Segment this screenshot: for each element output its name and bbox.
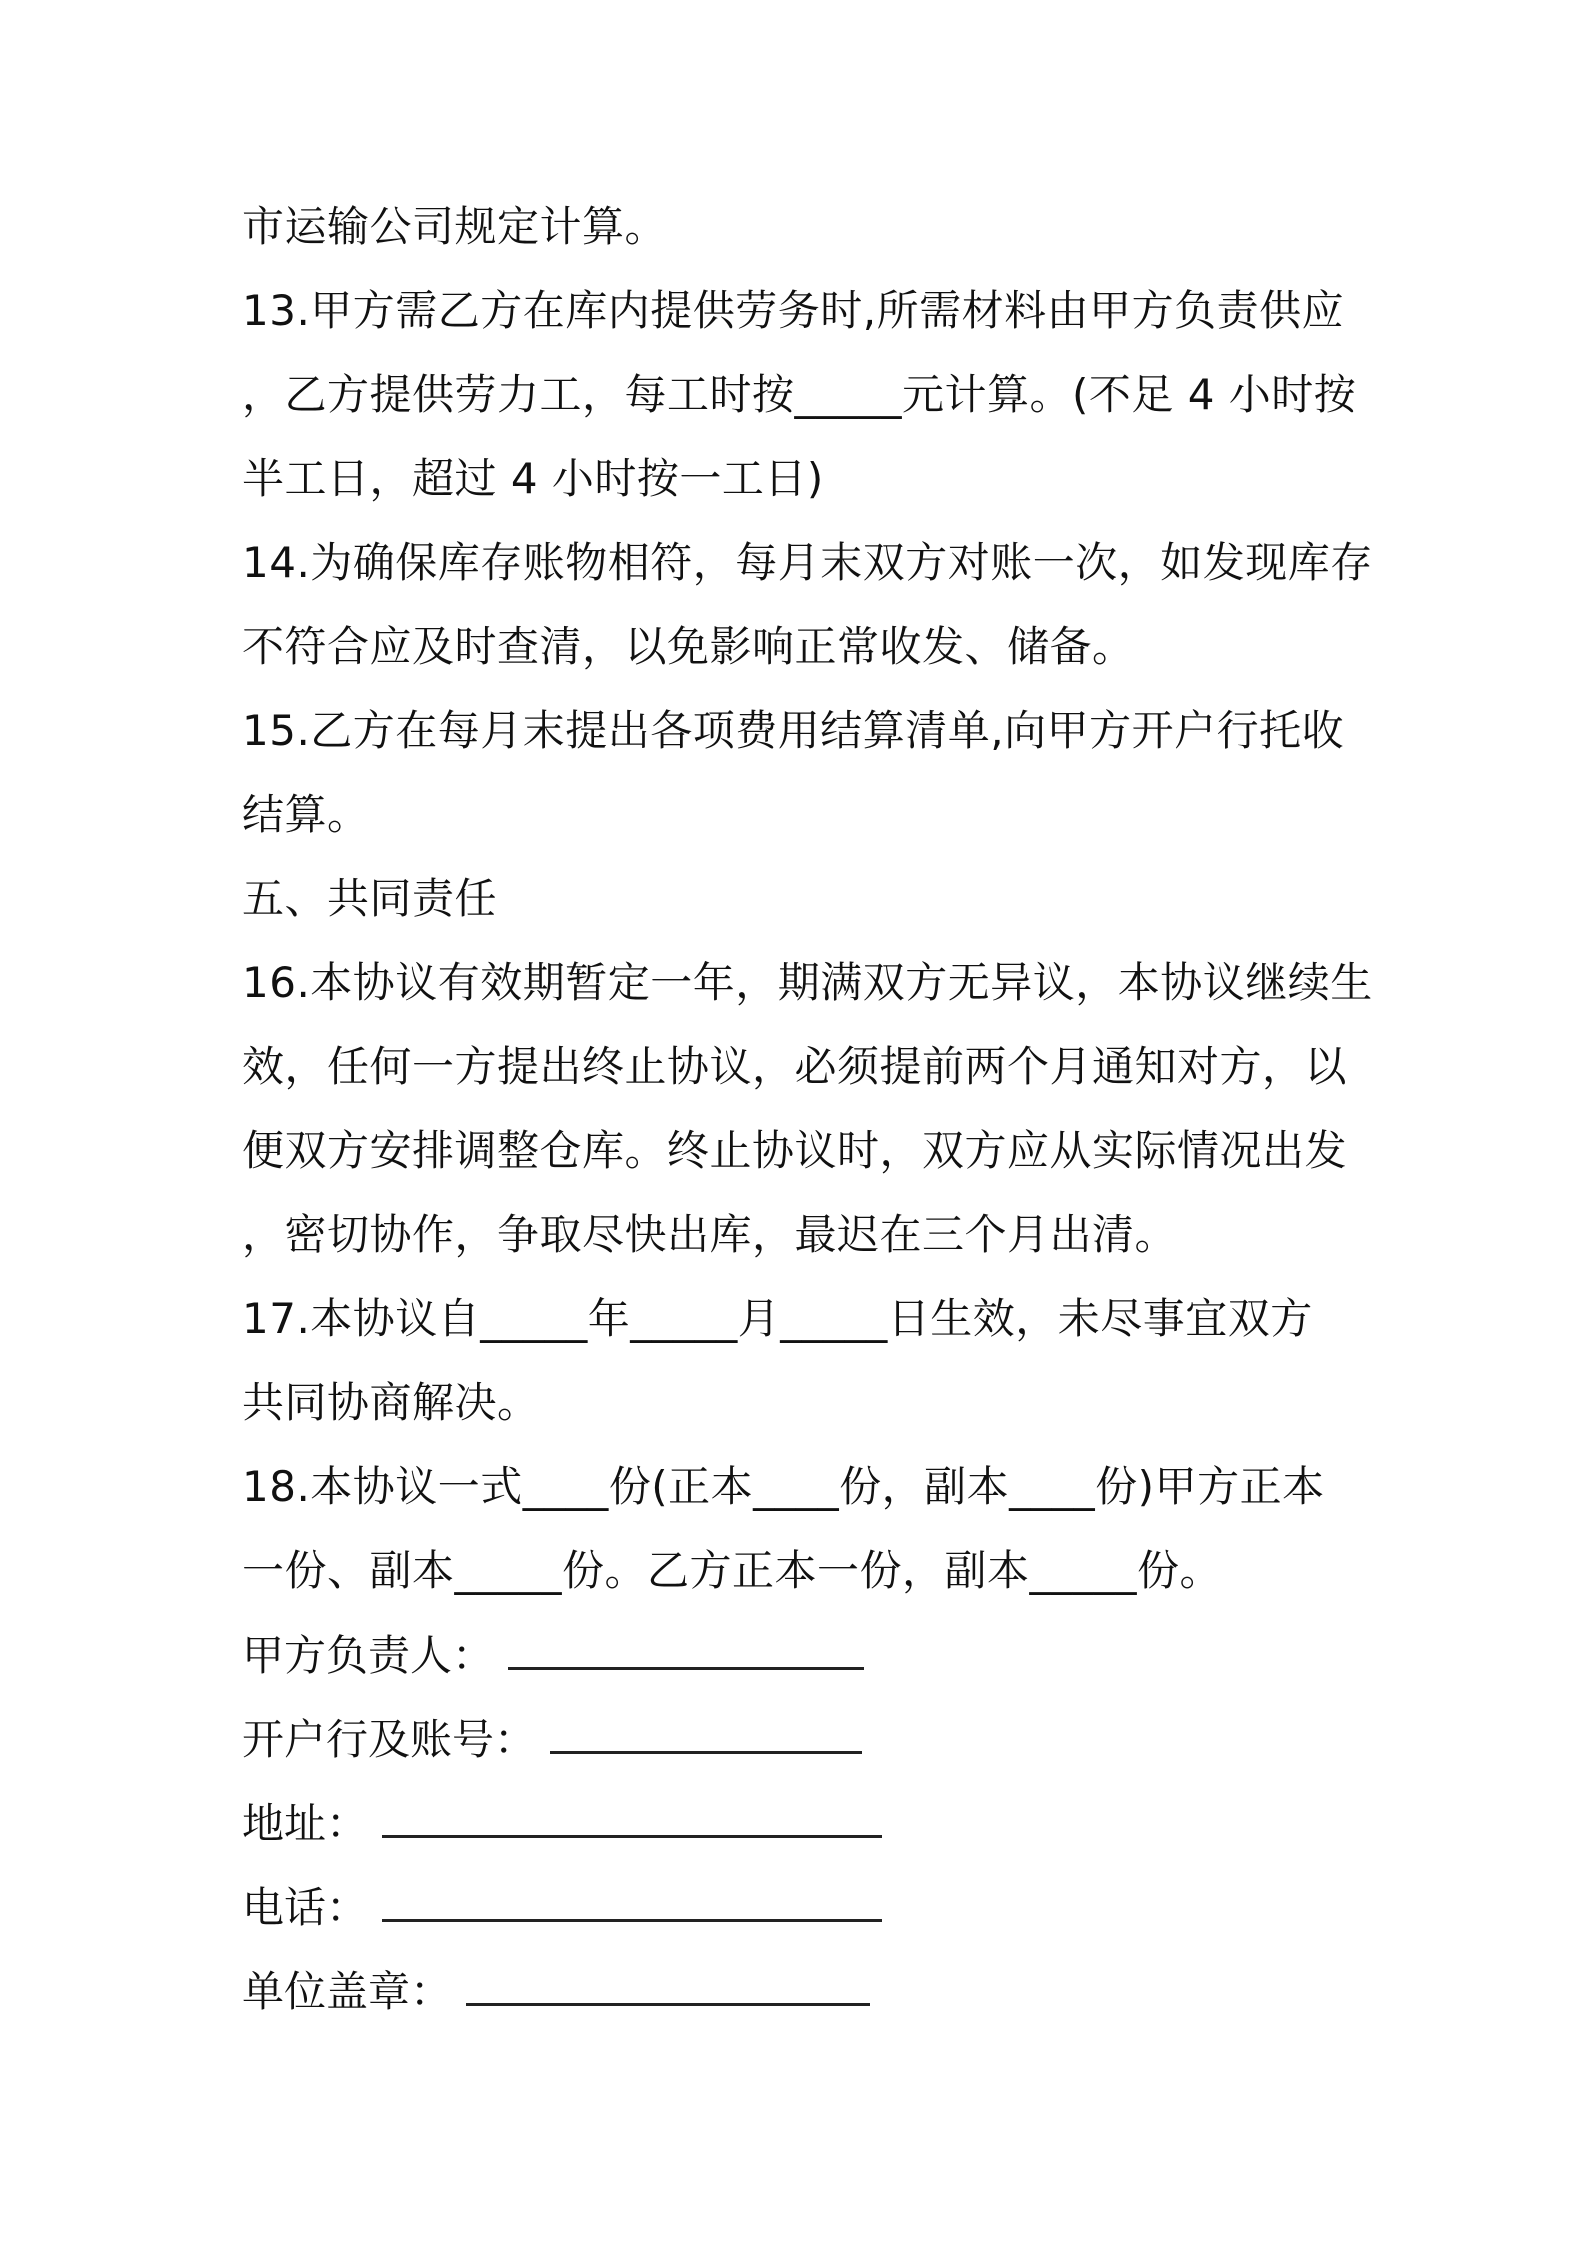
signature-label: 单位盖章： bbox=[242, 1967, 453, 2016]
text-line: ，乙方提供劳力工，每工时按_____元计算。(不足 4 小时按 bbox=[242, 370, 1357, 419]
text-line: 便双方安排调整仓库。终止协议时，双方应从实际情况出发 bbox=[242, 1126, 1348, 1175]
signature-blank bbox=[382, 1877, 882, 1922]
text-line: 18.本协议一式____份(正本____份，副本____份)甲方正本 bbox=[242, 1462, 1325, 1511]
text-line: 15.乙方在每月末提出各项费用结算清单,向甲方开户行托收 bbox=[242, 706, 1345, 755]
signature-blank bbox=[508, 1625, 864, 1670]
signature-row-seal bbox=[242, 1961, 870, 2021]
text-line: 14.为确保库存账物相符，每月末双方对账一次，如发现库存 bbox=[242, 538, 1373, 587]
signature-row-phone bbox=[242, 1877, 882, 1937]
signature-blank bbox=[466, 1961, 870, 2006]
text-line: 半工日，超过 4 小时按一工日) bbox=[242, 454, 824, 503]
section-heading: 五、共同责任 bbox=[242, 874, 498, 923]
signature-row-party-a-head bbox=[242, 1625, 864, 1685]
text-line: 市运输公司规定计算。 bbox=[242, 202, 668, 251]
text-line: 17.本协议自_____年_____月_____日生效，未尽事宜双方 bbox=[242, 1294, 1313, 1343]
signature-label: 地址： bbox=[242, 1799, 369, 1848]
text-line: 16.本协议有效期暂定一年，期满双方无异议，本协议继续生 bbox=[242, 958, 1373, 1007]
signature-row-address bbox=[242, 1793, 882, 1853]
text-line: 13.甲方需乙方在库内提供劳务时,所需材料由甲方负责供应 bbox=[242, 286, 1345, 335]
text-line: 共同协商解决。 bbox=[242, 1378, 540, 1427]
signature-label: 电话： bbox=[242, 1883, 369, 1932]
signature-blank bbox=[382, 1793, 882, 1838]
signature-row-bank-account bbox=[242, 1709, 862, 1769]
text-line: ，密切协作，争取尽快出库，最迟在三个月出清。 bbox=[242, 1210, 1178, 1259]
text-line: 不符合应及时查清，以免影响正常收发、储备。 bbox=[242, 622, 1135, 671]
text-line: 一份、副本_____份。乙方正本一份，副本_____份。 bbox=[242, 1546, 1223, 1595]
text-line: 效，任何一方提出终止协议，必须提前两个月通知对方，以 bbox=[242, 1042, 1348, 1091]
signature-label: 甲方负责人： bbox=[242, 1631, 495, 1680]
signature-blank bbox=[550, 1709, 862, 1754]
signature-label: 开户行及账号： bbox=[242, 1715, 537, 1764]
text-line: 结算。 bbox=[242, 790, 370, 839]
